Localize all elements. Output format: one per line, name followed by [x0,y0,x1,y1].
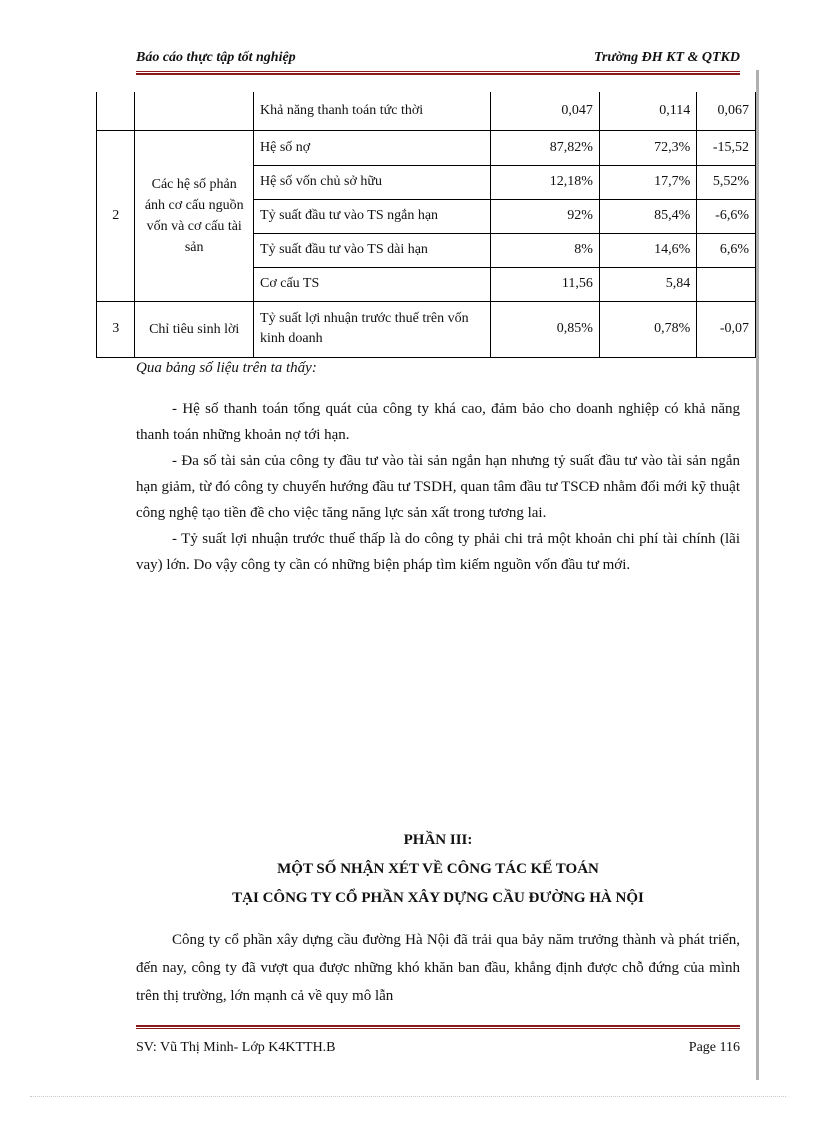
table-note: Qua bảng số liệu trên ta thấy: [136,360,317,376]
table-cell-value: 17,7% [599,165,696,199]
table-cell-value: 0,85% [490,301,599,357]
table-cell-value: 0,067 [697,92,756,130]
table-cell-value: 6,6% [697,233,756,267]
table-cell-value: 92% [490,199,599,233]
table-cell-value: 5,84 [599,267,696,301]
table-cell-stt: 3 [97,301,135,357]
section-title-line-2: TẠI CÔNG TY CỔ PHẦN XÂY DỰNG CẦU ĐƯỜNG HÀ NỘI [232,890,644,906]
table-cell-value: 14,6% [599,233,696,267]
table-cell-indicator: Tỷ suất lợi nhuận trước thuế trên vốn kinh doanh [254,301,491,357]
table-row [97,130,756,165]
table-cell-value: 0,78% [599,301,696,357]
header-report-title: Báo cáo thực tập tốt nghiệp [136,50,296,65]
table-row [97,92,756,130]
intro-text [136,926,740,1010]
section-title-line-1: MỘT SỐ NHẬN XÉT VỀ CÔNG TÁC KẾ TOÁN [277,861,599,877]
section-heading [136,826,740,913]
table-cell-value: 72,3% [599,130,696,165]
table-cell-value: -0,07 [697,301,756,357]
financial-ratio-table [96,92,756,358]
paragraph: - Hệ số thanh toán tổng quát của công ty khá cao, đảm bảo cho doanh nghiệp có khả năng thanh toán những khoản nợ tới hạn. [136,401,740,443]
page-shadow [756,70,759,1080]
table-cell-group [135,92,254,130]
page-header [136,50,740,70]
footer-page-number: Page 116 [688,1040,740,1055]
table-cell-stt [97,92,135,130]
table-cell-value: 85,4% [599,199,696,233]
table-cell-value: -6,6% [697,199,756,233]
table-cell-value: 11,56 [490,267,599,301]
table-cell-value: -15,52 [697,130,756,165]
paragraph: - Đa số tài sản của công ty đầu tư vào tài sản ngắn hạn nhưng tỷ suất đầu tư vào tài sản ngắn hạn giảm, từ đó công ty chuyển hướng đầu tư TSDH, quan tâm đầu tư TSCĐ nhằm đổi mới kỹ thuật công nghệ tạo tiền đề cho việc tăng năng lực sản xất trong tương lai. [136,453,740,521]
table-cell-stt: 2 [97,130,135,301]
table-cell-value: 5,52% [697,165,756,199]
table-cell-value: 12,18% [490,165,599,199]
table-cell-value: 87,82% [490,130,599,165]
table-cell-indicator: Hệ số vốn chủ sở hữu [254,165,491,199]
page-edge-dots [30,1096,786,1097]
paragraph: Công ty cổ phần xây dựng cầu đường Hà Nội đã trải qua bảy năm trưởng thành và phát triển, đến nay, công ty đã vượt qua được những khó khăn ban đầu, khẳng định được chỗ đứng của mình trên thị trường, lớn mạnh cả về quy mô lẫn [136,932,740,1004]
footer-rule [136,1025,740,1029]
footer-student: SV: Vũ Thị Minh- Lớp K4KTTH.B [136,1040,336,1055]
table-cell-value: 0,047 [490,92,599,130]
table-cell-value [697,267,756,301]
header-school-name: Trường ĐH KT & QTKD [593,50,740,65]
table-cell-indicator: Tỷ suất đầu tư vào TS dài hạn [254,233,491,267]
table-cell-indicator: Khả năng thanh toán tức thời [254,92,491,130]
table-cell-value: 0,114 [599,92,696,130]
table-cell-group: Các hệ số phản ánh cơ cấu nguồn vốn và cơ cấu tài sản [135,130,254,301]
table-cell-indicator: Cơ cấu TS [254,267,491,301]
table-cell-indicator: Tỷ suất đầu tư vào TS ngắn hạn [254,199,491,233]
analysis-paragraphs [136,396,740,578]
paragraph: - Tỷ suất lợi nhuận trước thuế thấp là do công ty phải chi trả một khoản chi phí tài chính (lãi vay) lớn. Do vậy công ty cần có những biện pháp tìm kiếm nguồn vốn đầu tư mới. [136,531,740,573]
table-cell-indicator: Hệ số nợ [254,130,491,165]
table-row [97,301,756,357]
table-cell-value: 8% [490,233,599,267]
section-part-label: PHẦN III: [403,832,473,848]
table-cell-group: Chỉ tiêu sinh lời [135,301,254,357]
header-rule [136,71,740,75]
